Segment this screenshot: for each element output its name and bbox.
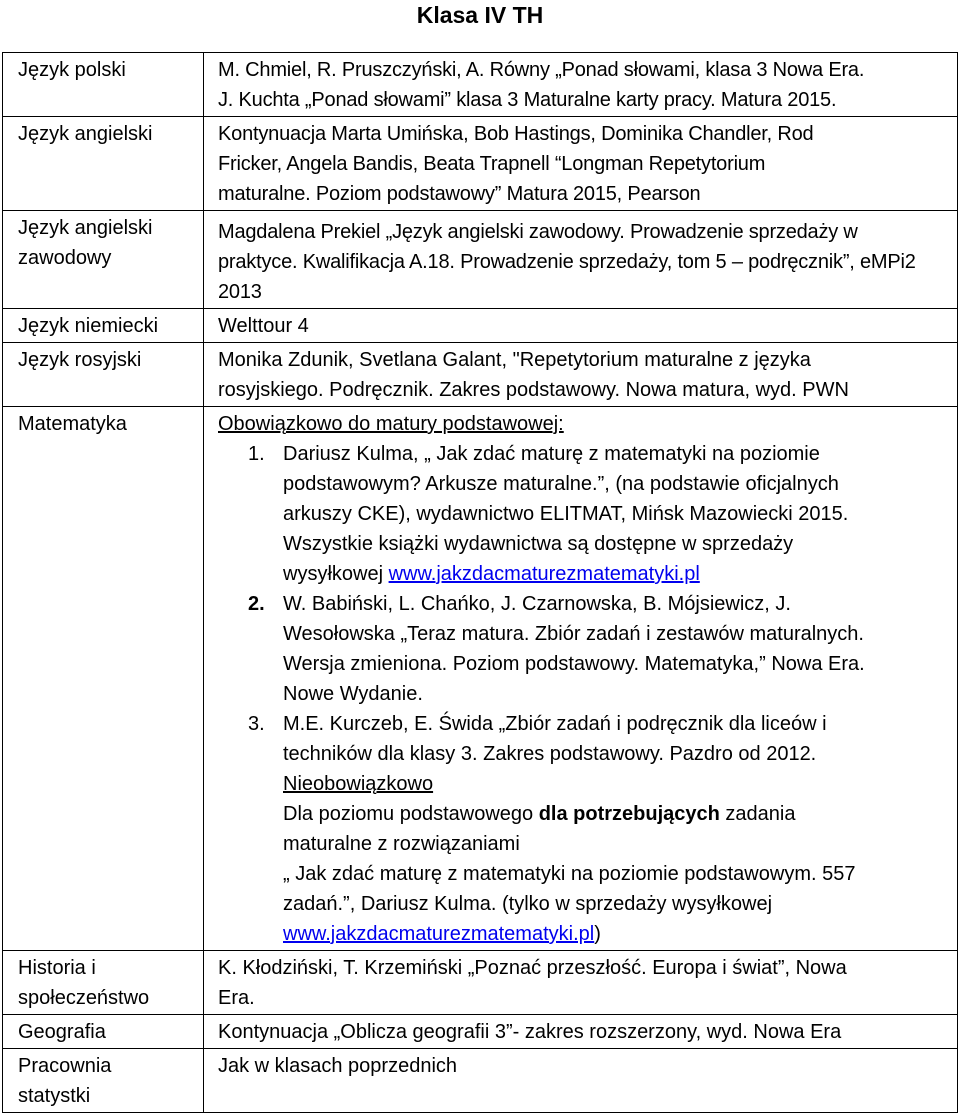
item-line: Wersja zmieniona. Poziom podstawowy. Matematyka,” Nowa Era. [283, 653, 865, 675]
list-item [218, 709, 955, 769]
optional-section [218, 769, 955, 949]
content-cell: Welttour 4 [204, 309, 958, 343]
item-line [283, 559, 955, 589]
optional-line: zadań.”, Dariusz Kulma. (tylko w sprzedaży wysyłkowej [283, 893, 773, 915]
subject-cell [3, 1049, 204, 1113]
item-line: Wesołowska „Teraz matura. Zbiór zadań i zestawów maturalnych. [283, 623, 864, 645]
subject-cell: Język niemiecki [3, 309, 204, 343]
content-line: K. Kłodziński, T. Krzemiński „Poznać przeszłość. Europa i świat”, Nowa [218, 957, 847, 979]
table-row [3, 53, 958, 117]
item-line: arkuszy CKE), wydawnictwo ELITMAT, Mińsk Mazowiecki 2015. [283, 503, 849, 525]
book-list [218, 439, 955, 769]
page-title: Klasa IV TH [416, 2, 544, 28]
subject-cell: Matematyka [3, 407, 204, 951]
website-link[interactable]: www.jakzdacmaturezmatematyki.pl [283, 923, 595, 945]
content-cell [204, 117, 958, 211]
subject-cell [3, 951, 204, 1015]
table-row [3, 1049, 958, 1113]
table-row [3, 117, 958, 211]
optional-line: „ Jak zdać maturę z matematyki na poziomie podstawowym. 557 [283, 863, 856, 885]
subject-line: społeczeństwo [18, 987, 150, 1009]
content-cell [204, 211, 958, 309]
subject-line: Historia i [18, 957, 96, 979]
content-line: Kontynuacja Marta Umińska, Bob Hastings, Dominika Chandler, Rod [218, 123, 814, 145]
subject-line: Język angielski [18, 217, 153, 239]
website-link[interactable]: www.jakzdacmaturezmatematyki.pl [388, 563, 700, 585]
list-item [218, 589, 955, 709]
item-number: 1. [248, 443, 265, 465]
item-line: podstawowym? Arkusze maturalne.”, (na podstawie oficjalnych [283, 473, 839, 495]
list-item [218, 439, 955, 589]
content-line: M. Chmiel, R. Pruszczyński, A. Równy „Ponad słowami, klasa 3 Nowa Era. [218, 59, 865, 81]
mandatory-heading: Obowiązkowo do matury podstawowej: [218, 413, 564, 435]
content-cell: Jak w klasach poprzednich [204, 1049, 958, 1113]
item-line: W. Babiński, L. Chańko, J. Czarnowska, B. Mójsiewicz, J. [283, 593, 791, 615]
table-row [3, 951, 958, 1015]
content-line: 2013 [218, 281, 262, 303]
content-cell [204, 53, 958, 117]
item-line: M.E. Kurczeb, E. Świda „Zbiór zadań i podręcznik dla liceów i [283, 713, 827, 735]
item-line: Wszystkie książki wydawnictwa są dostępne w sprzedaży [283, 533, 794, 555]
item-text: wysyłkowej [283, 563, 389, 585]
table-row [3, 309, 958, 343]
content-line: maturalne. Poziom podstawowy” Matura 2015, Pearson [218, 183, 701, 205]
subject-cell: Język angielski [3, 117, 204, 211]
optional-line [283, 799, 955, 829]
content-line: Monika Zdunik, Svetlana Galant, "Repetytorium maturalne z języka [218, 349, 811, 371]
content-cell [204, 951, 958, 1015]
subject-cell: Język rosyjski [3, 343, 204, 407]
subject-line: statystki [18, 1085, 91, 1107]
content-line: rosyjskiego. Podręcznik. Zakres podstawowy. Nowa matura, wyd. PWN [218, 379, 849, 401]
content-line: Era. [218, 987, 255, 1009]
content-line: praktyce. Kwalifikacja A.18. Prowadzenie sprzedaży, tom 5 – podręcznik”, eMPi2 [218, 251, 916, 273]
item-line: Dariusz Kulma, „ Jak zdać maturę z matematyki na poziomie [283, 443, 820, 465]
content-cell [204, 343, 958, 407]
content-cell [204, 407, 958, 951]
content-line: J. Kuchta „Ponad słowami” klasa 3 Maturalne karty pracy. Matura 2015. [218, 89, 837, 111]
content-cell: Kontynuacja „Oblicza geografii 3”- zakres rozszerzony, wyd. Nowa Era [204, 1015, 958, 1049]
optional-text: Dla poziomu podstawowego [283, 803, 539, 825]
optional-bold-text: dla potrzebujących [538, 803, 720, 825]
subject-cell: Język polski [3, 53, 204, 117]
subject-cell: Geografia [3, 1015, 204, 1049]
optional-line [283, 919, 955, 949]
table-row [3, 343, 958, 407]
subjects-table [2, 52, 958, 1113]
item-line: Nowe Wydanie. [283, 683, 423, 705]
optional-heading: Nieobowiązkowo [283, 773, 434, 795]
table-row [3, 1015, 958, 1049]
content-line: Magdalena Prekiel „Język angielski zawodowy. Prowadzenie sprzedaży w [218, 221, 858, 243]
table-row [3, 211, 958, 309]
optional-line: maturalne z rozwiązaniami [283, 833, 520, 855]
subject-cell [3, 211, 204, 309]
subject-line: Pracownia [18, 1055, 112, 1077]
table-row [3, 407, 958, 951]
subject-line: zawodowy [18, 247, 112, 269]
content-line: Fricker, Angela Bandis, Beata Trapnell “Longman Repetytorium [218, 153, 766, 175]
item-number: 2. [248, 593, 265, 615]
item-number: 3. [248, 713, 265, 735]
item-line: techników dla klasy 3. Zakres podstawowy. Pazdro od 2012. [283, 743, 817, 765]
optional-text: zadania [719, 803, 796, 825]
optional-text: ) [594, 923, 601, 945]
